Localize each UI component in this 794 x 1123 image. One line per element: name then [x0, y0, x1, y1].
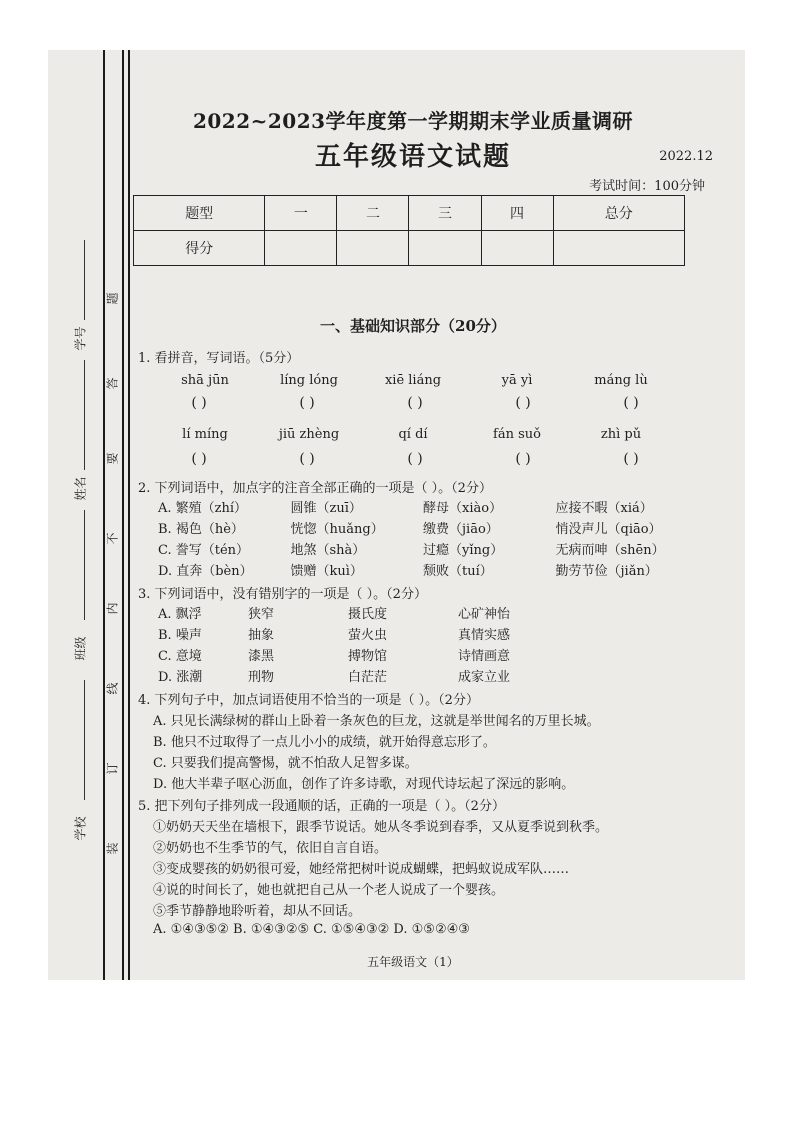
- exam-subtitle: 五年级语文试题: [314, 142, 511, 172]
- seal-char: 答: [105, 377, 120, 390]
- seal-char: 装: [105, 842, 120, 855]
- pinyin: zhì pǔ: [600, 427, 642, 442]
- question-2-stem: 2. 下列词语中，加点字的注音全部正确的一项是（ ）。（2分）: [138, 481, 492, 496]
- scanned-page: [48, 50, 745, 980]
- answer-bracket[interactable]: ( ): [299, 451, 315, 467]
- pinyin: xiē liáng: [384, 373, 442, 388]
- option-item: 刑物: [248, 670, 275, 685]
- option-item: 无病而呻（shēn）: [555, 543, 665, 558]
- seal-char: 订: [105, 762, 120, 775]
- answer-bracket[interactable]: ( ): [191, 451, 207, 467]
- score-table-cell: 三: [409, 196, 481, 231]
- option-item: 摄氏度: [348, 607, 388, 622]
- question-5-sentence: ④说的时间长了，她也就把自己从一个老人说成了一个婴孩。: [153, 883, 505, 898]
- pinyin-row-2: [153, 427, 673, 442]
- score-table-cell: 题型: [134, 196, 265, 231]
- option-item: 真情实感: [458, 628, 511, 643]
- seal-char: 线: [105, 682, 120, 695]
- question-5-sentence: ①奶奶天天坐在墙根下，跟季节说话。她从冬季说到春季，又从夏季说到秋季。: [153, 820, 609, 835]
- option-item: 圆锥（zuī）: [290, 501, 362, 516]
- score-table-header-row: [134, 196, 685, 231]
- option-item: A. 繁殖（zhí）: [158, 501, 248, 516]
- option-item: D. 直奔（bèn）: [158, 564, 253, 579]
- question-2-options: [158, 497, 688, 579]
- option-item: B. 噪声: [158, 628, 202, 643]
- score-input-cell[interactable]: [409, 231, 481, 266]
- option-item: 酵母（xiào）: [423, 501, 503, 516]
- answer-bracket[interactable]: ( ): [515, 395, 531, 411]
- score-table-score-row: [134, 231, 685, 266]
- pinyin: líng lóng: [280, 373, 338, 388]
- option-item: 狭窄: [248, 607, 275, 622]
- answer-bracket[interactable]: ( ): [515, 451, 531, 467]
- option-item: 诗情画意: [458, 649, 511, 664]
- option-item: 应接不暇（xiá）: [555, 501, 653, 516]
- question-5-stem: 5. 把下列句子排列成一段通顺的话，正确的一项是（ ）。（2分）: [138, 799, 505, 814]
- score-table-cell: 一: [265, 196, 337, 231]
- score-input-cell[interactable]: [553, 231, 684, 266]
- answer-bracket[interactable]: ( ): [299, 395, 315, 411]
- exam-date: 2022.12: [659, 149, 713, 164]
- option-item: 搏物馆: [348, 649, 388, 664]
- answer-bracket[interactable]: ( ): [623, 395, 639, 411]
- binding-margin: [70, 240, 140, 890]
- question-4-stem: 4. 下列句子中，加点词语使用不恰当的一项是（ ）。（2分）: [138, 693, 479, 708]
- pinyin: qí dí: [398, 427, 428, 442]
- seal-char: 内: [105, 602, 120, 615]
- answer-bracket[interactable]: ( ): [407, 451, 423, 467]
- exam-duration: 考试时间：100分钟: [589, 179, 705, 194]
- question-4-option-d: D. 他大半辈子呕心沥血，创作了许多诗歌，对现代诗坛起了深远的影响。: [153, 777, 575, 792]
- score-input-cell[interactable]: [337, 231, 409, 266]
- exam-content: [133, 105, 713, 969]
- option-item: 白茫茫: [348, 670, 388, 685]
- answer-bracket[interactable]: ( ): [191, 395, 207, 411]
- seal-char: 要: [105, 452, 120, 465]
- section-title: 一、基础知识部分（20分）: [320, 317, 506, 335]
- option-item: A. 飘浮: [158, 607, 202, 622]
- option-item: 心矿神怡: [458, 607, 511, 622]
- question-4-option-b: B. 他只不过取得了一点儿小小的成绩，就开始得意忘形了。: [153, 735, 496, 750]
- option-item: 馈赠（kuì）: [290, 564, 363, 579]
- score-input-cell[interactable]: [481, 231, 553, 266]
- seal-char: 题: [105, 292, 120, 305]
- question-5-sentence: ③变成婴孩的奶奶很可爱，她经常把树叶说成蝴蝶，把蚂蚁说成军队……: [153, 862, 570, 877]
- question-4-option-a: A. 只见长满绿树的群山上卧着一条灰色的巨龙，这就是举世闻名的万里长城。: [153, 714, 600, 729]
- option-item: 勤劳节俭（jiǎn）: [555, 564, 658, 579]
- question-5-sentence: ⑤季节静静地聆听着，却从不回话。: [153, 904, 362, 919]
- option-item: 颓败（tuí）: [423, 564, 493, 579]
- option-item: B. 褐色（hè）: [158, 522, 244, 537]
- pinyin: fán suǒ: [493, 427, 541, 442]
- class-blank[interactable]: [84, 680, 85, 800]
- class-blank-2[interactable]: [84, 510, 85, 620]
- question-3-stem: 3. 下列词语中，没有错别字的一项是（ ）。（2分）: [138, 587, 427, 602]
- name-label: 姓名: [73, 476, 88, 501]
- school-label: 学校: [73, 816, 88, 841]
- answer-row-2: [145, 451, 685, 467]
- option-item: 地煞（shà）: [290, 543, 366, 558]
- score-table: [133, 195, 685, 266]
- question-4-option-c: C. 只要我们提高警惕，就不怕敌人足智多谋。: [153, 756, 418, 771]
- pinyin: lí míng: [182, 427, 228, 442]
- option-item: 恍惚（huǎng）: [290, 522, 384, 537]
- score-table-cell: 总分: [553, 196, 684, 231]
- pinyin-row-1: [153, 373, 673, 388]
- option-item: 漆黑: [248, 649, 275, 664]
- question-5-sentence: ②奶奶也不生季节的气，依旧自言自语。: [153, 841, 388, 856]
- question-1-stem: 1. 看拼音，写词语。（5分）: [138, 351, 300, 366]
- option-item: 成家立业: [458, 670, 511, 685]
- pinyin: máng lù: [594, 373, 648, 388]
- option-item: 抽象: [248, 628, 275, 643]
- score-row-label: 得分: [134, 231, 265, 266]
- option-item: D. 涨潮: [158, 670, 203, 685]
- pinyin: yā yì: [501, 373, 533, 388]
- option-item: 缴费（jiāo）: [423, 522, 499, 537]
- name-blank[interactable]: [84, 360, 85, 470]
- class-label: 班级: [73, 636, 88, 661]
- question-5-choices: A. ①④③⑤② B. ①④③②⑤ C. ①⑤④③② D. ①⑤②④③: [153, 922, 470, 937]
- score-table-cell: 二: [337, 196, 409, 231]
- seal-char: 不: [105, 532, 120, 545]
- score-table-cell: 四: [481, 196, 553, 231]
- question-3-options: [158, 603, 688, 685]
- pinyin: shā jūn: [181, 373, 229, 388]
- page-footer: 五年级语文（1）: [367, 955, 459, 969]
- student-number-blank[interactable]: [84, 240, 85, 320]
- option-item: 过瘾（yǐng）: [423, 543, 504, 558]
- answer-bracket[interactable]: ( ): [407, 395, 423, 411]
- option-item: 萤火虫: [348, 628, 388, 643]
- option-item: C. 意境: [158, 649, 202, 664]
- answer-bracket[interactable]: ( ): [623, 451, 639, 467]
- student-number-label: 学号: [73, 326, 88, 351]
- option-item: 悄没声儿（qiāo）: [555, 522, 662, 537]
- answer-row-1: [145, 395, 685, 411]
- exam-title: 2022~2023学年度第一学期期末学业质量调研: [192, 109, 634, 133]
- pinyin: jiū zhèng: [278, 427, 340, 442]
- score-input-cell[interactable]: [265, 231, 337, 266]
- option-item: C. 誊写（tén）: [158, 543, 250, 558]
